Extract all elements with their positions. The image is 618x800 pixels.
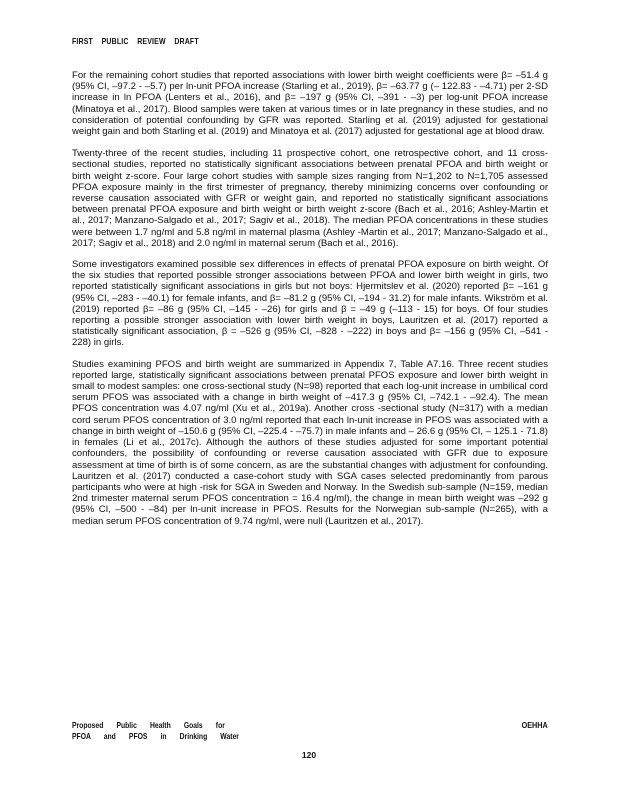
body-text xyxy=(72,70,548,537)
paragraph-null-studies: Twenty-three of the recent studies, including 11 prospective cohort, one retrospective cohort, and 11 cross-sectional studies, reported no statistically significant associations between prenatal PFOA and birth weight or birth weight z-score. Four large cohort studies with sample sizes ranging from N=1,202 to N=1,705 assessed PFOA exposure mainly in the first trimester of pregnancy, thereby minimizing concerns over confounding or reverse causation associated with GFR or weight gain, and reported no statistically significant associations between prenatal PFOA exposure and birth weight or birth weight z-score (Bach et al., 2016; Ashley-Martin et al., 2017; Manzano-Salgado et al., 2017; Sagiv et al., 2018). The median PFOA concentrations in these studies were between 1.7 ng/ml and 5.8 ng/ml in maternal plasma (Ashley -Martin et al., 2017; Manzano-Salgado et al., 2017; Sagiv et al., 2018) and 2.0 ng/ml in maternal serum (Bach et al., 2016). xyxy=(72,148,548,249)
paragraph-pfos-birth-weight: Studies examining PFOS and birth weight are summarized in Appendix 7, Table A7.16. Three recent studies reported large, statistically significant associations between prenatal PFOS exposure and lower birth weight in small to modest samples: one cross-sectional study (N=98) reported that each log-unit increase in umbilical cord serum PFOS was associated with a change in birth weight of –417.3 g (95% CI, –742.1 - –92.4). The mean PFOS concentration was 4.07 ng/ml (Xu et al., 2019a). Another cross -sectional study (N=317) with a median cord serum PFOS concentration of 3.0 ng/ml reported that each ln-unit increase in PFOS was associated with a change in birth weight of –150.6 g (95% CI, –225.4 - –75.7) in male infants and – 26.6 g (95% CI, – 125.1 - 71.8) in females (Li et al., 2017c). Although the authors of these studies adjusted for some important potential confounders, the possibility of confounding or reverse causation associated with GFR due to exposure assessment at time of birth is of some concern, as are the substantial changes with adjustment for confounding. Lauritzen et al. (2017) conducted a case-cohort study with SGA cases selected predominantly from parous participants who were at high -risk for SGA in Sweden and Norway. In the Swedish sub-sample (N=159, median 2nd trimester maternal serum PFOS concentration = 16.4 ng/ml), the change in mean birth weight was –292 g (95% CI, –500 - –84) per ln-unit increase in PFOS. Results for the Norwegian sub-sample (N=265), with a median serum PFOS concentration of 9.74 ng/ml, were null (Lauritzen et al., 2017). xyxy=(72,358,548,527)
draft-header: FIRST PUBLIC REVIEW DRAFT xyxy=(72,36,199,46)
footer-title-line-2: PFOA and PFOS in Drinking Water xyxy=(72,731,239,741)
footer-agency: OEHHA xyxy=(521,720,548,730)
paragraph-cohort-studies: For the remaining cohort studies that reported associations with lower birth weight coefficients were β= –51.4 g (95% CI, –97.2 - –5.7) per ln-unit PFOA increase (Starling et al., 2019), β= –63.77 g (– 122.83 - –4.71) per 2-SD increase in ln PFOA (Lenters et al., 2016), and β= –197 g (95% CI, –391 - –3) per log-unit PFOA increase (Minatoya et al., 2017). Blood samples were taken at various times or in late pregnancy in these studies, and no consideration of potential confounding by GFR was reported. Starling et al. (2019) adjusted for gestational weight gain and both Starling et al. (2019) and Minatoya et al. (2017) adjusted for gestational age at blood draw. xyxy=(72,70,548,138)
page-number: 120 xyxy=(301,750,317,760)
footer-title-line-1: Proposed Public Health Goals for xyxy=(72,720,225,730)
paragraph-sex-differences: Some investigators examined possible sex differences in effects of prenatal PFOA exposure on birth weight. Of the six studies that reported possible stronger associations between PFOA and lower birth weight in girls, two reported statistically significant associations in girls but not boys: Hjermitslev et al. (2020) reported β= –161 g (95% CI, –283 - –40.1) for female infants, and β= –81.2 g (95% CI, –194 - 31.2) for male infants. Wikström et al. (2019) reported β= –86 g (95% CI, –145 - –26) for girls and β = –49 g (–113 - 15) for boys. Of four studies reporting a possible stronger association with lower birth weight in boys, Lauritzen et al. (2017) reported a statistically significant association, β = –526 g (95% CI, –828 - –222) in boys and β= –156 g (95% CI, –541 - 228) in girls. xyxy=(72,259,548,349)
footer-title xyxy=(72,720,239,742)
